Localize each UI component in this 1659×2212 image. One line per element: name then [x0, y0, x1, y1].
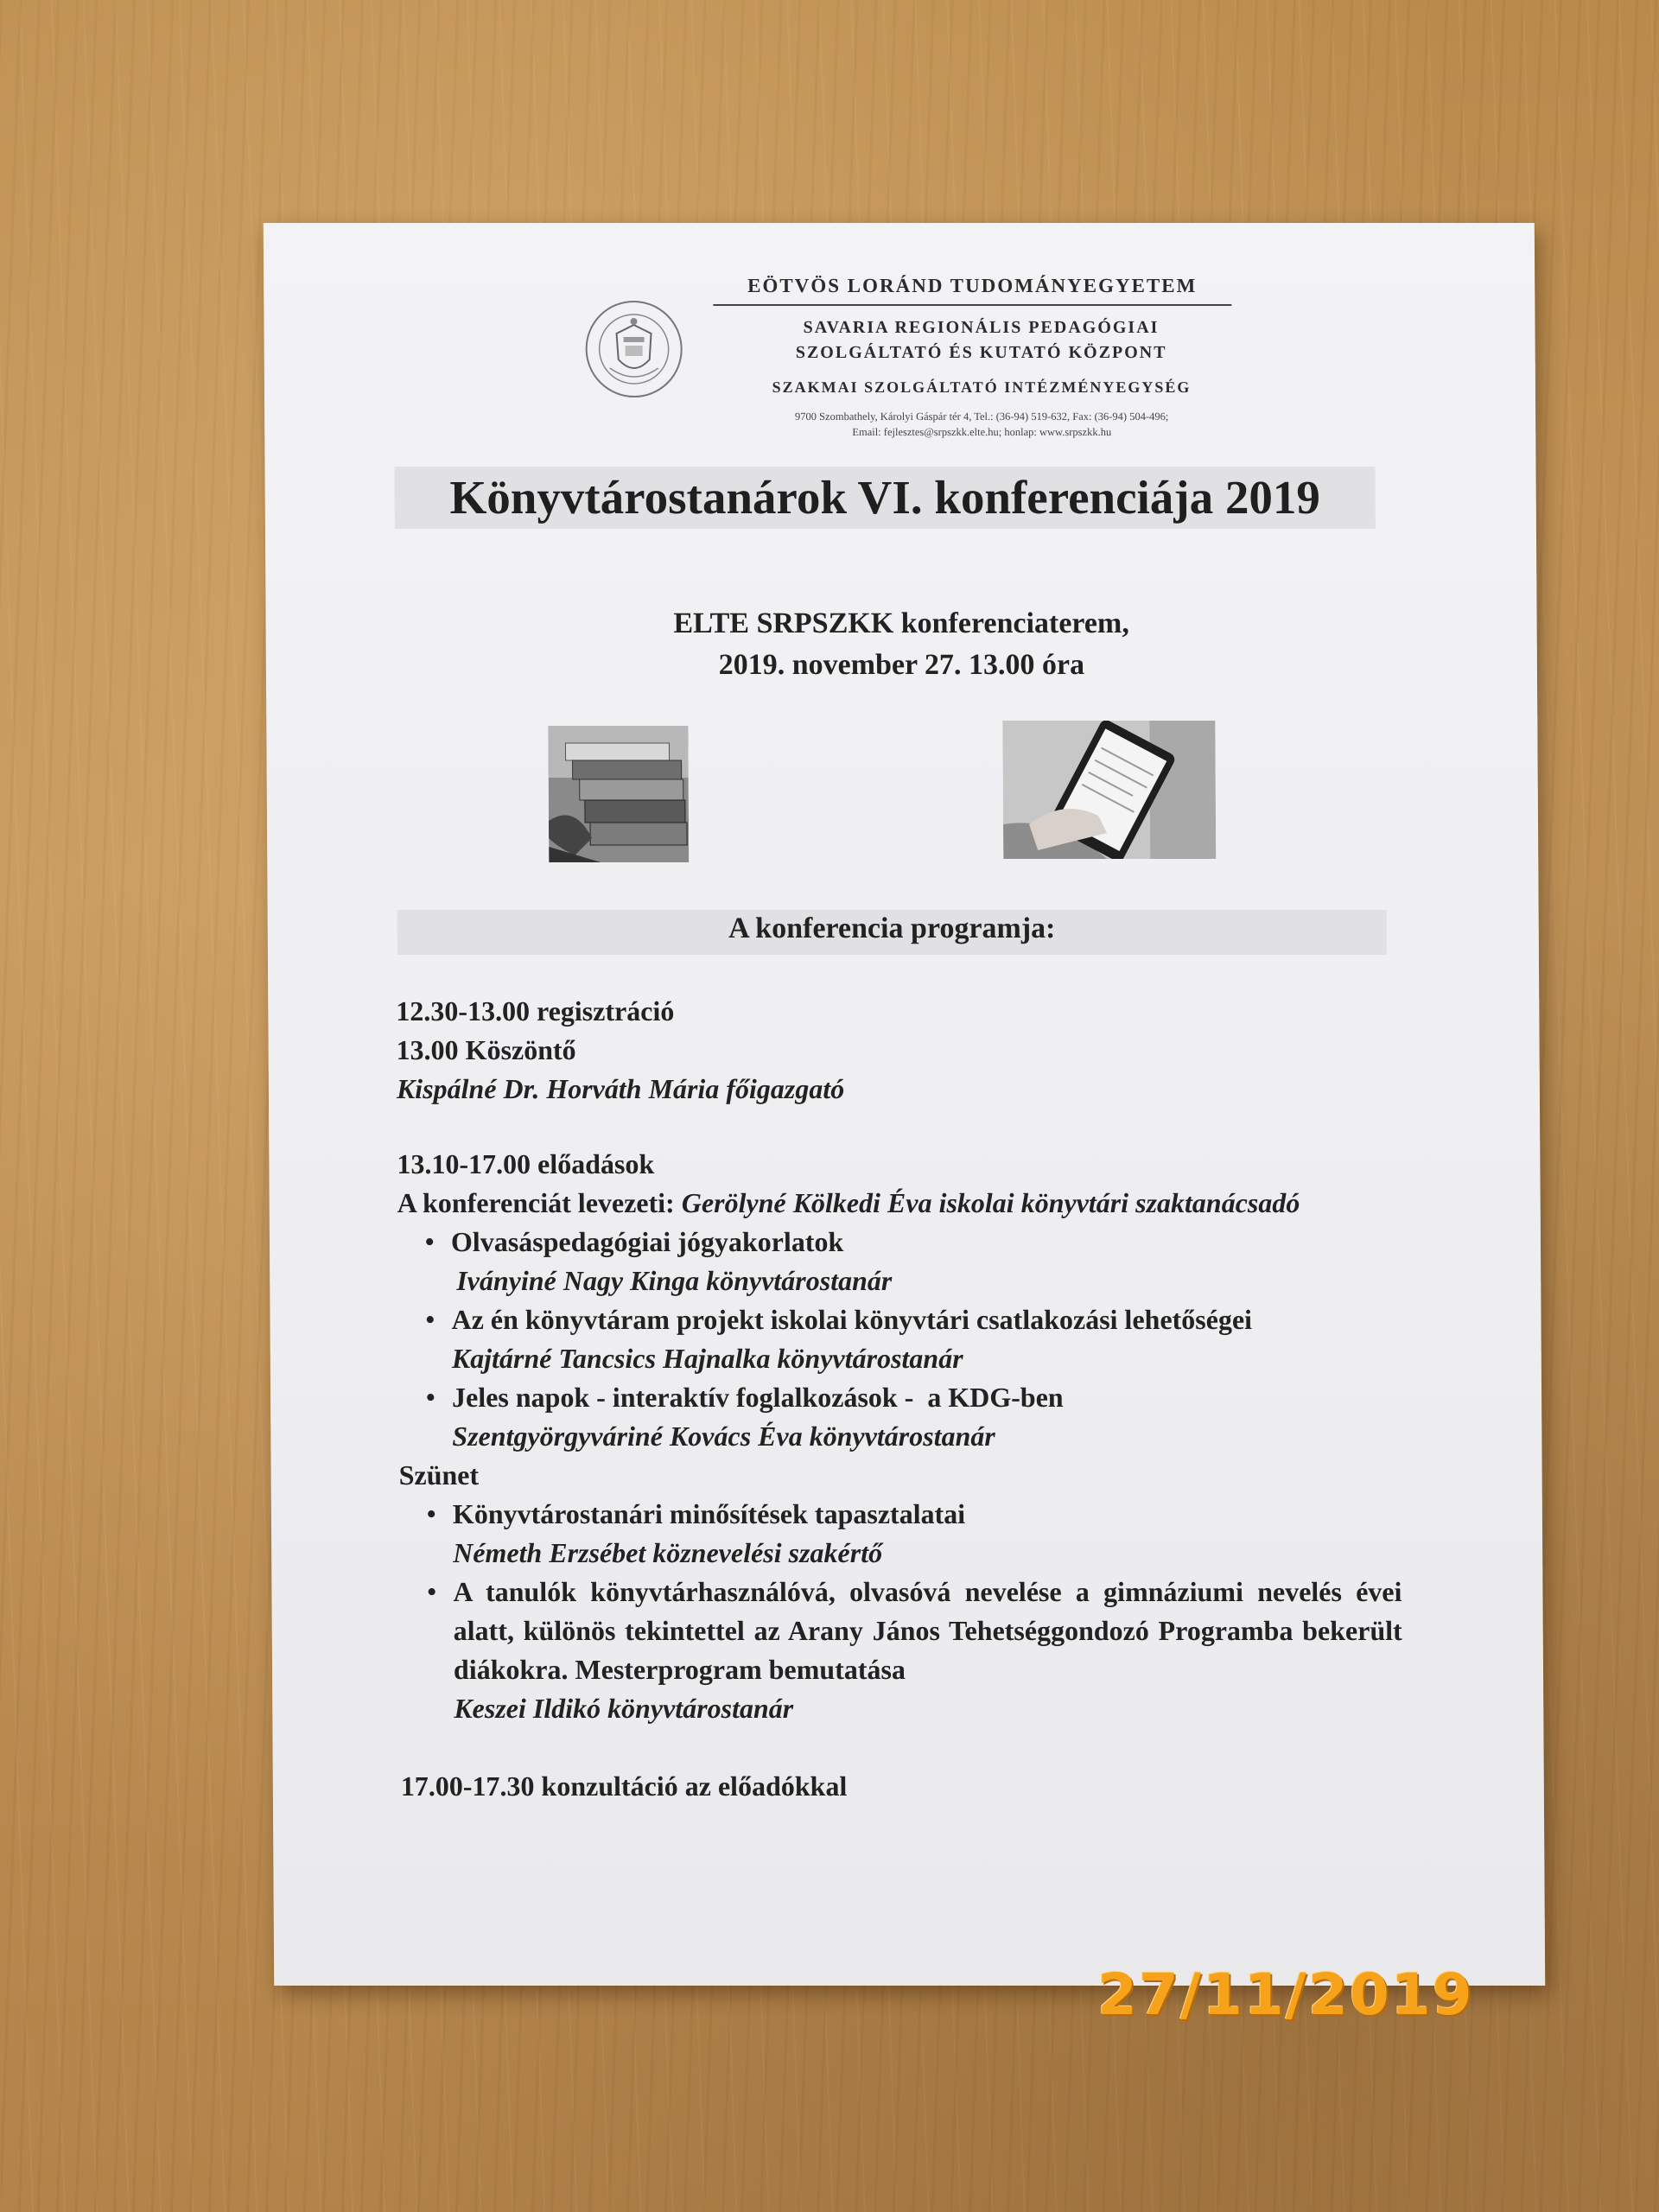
venue-line: ELTE SRPSZKK konferenciaterem,: [673, 607, 1129, 639]
moderator-prefix: A konferenciát levezeti:: [397, 1187, 675, 1218]
welcome-item: 13.00 Köszöntő: [396, 1034, 576, 1065]
tablet-photo: [1002, 721, 1216, 859]
talk-speaker: Németh Erzsébet köznevelési szakértő: [453, 1537, 883, 1568]
camera-date-stamp: 27/11/2019: [1097, 1961, 1474, 2028]
center-name-line1: SAVARIA REGIONÁLIS PEDAGÓGIAI: [803, 318, 1160, 337]
talk-title: Könyvtárostanári minősítések tapasztalatai: [452, 1498, 966, 1529]
list-item: [453, 1573, 1402, 1728]
welcome-speaker: Kispálné Dr. Horváth Mária főigazgató: [396, 1073, 845, 1104]
program-heading: A konferencia programja:: [728, 912, 1056, 944]
consultation-item: 17.00-17.30 konzultáció az előadókkal: [400, 1770, 848, 1802]
talk-title: Olvasáspedagógiai jógyakorlatok: [450, 1226, 844, 1257]
moderator-line: [397, 1184, 1400, 1223]
registration-item: 12.30-13.00 regisztráció: [396, 995, 675, 1027]
contact-line: Email: fejlesztes@srpszkk.elte.hu; honlap: www.srpszkk.hu: [852, 426, 1112, 438]
page-title: Könyvtárostanárok VI. konferenciája 2019: [449, 471, 1321, 524]
date-line: 2019. november 27. 13.00 óra: [718, 649, 1085, 681]
list-item: [453, 1495, 1402, 1573]
program-list: [396, 992, 1403, 1806]
address-line: 9700 Szombathely, Károlyi Gáspár tér 4, Tel.: (36-94) 519-632, Fax: (36-94) 504-496;: [794, 410, 1169, 423]
venue-block: [265, 603, 1537, 686]
flyer-sheet: [264, 223, 1545, 1986]
talk-list-before-break: [397, 1223, 1402, 1456]
list-item: [452, 1378, 1402, 1456]
list-item: [451, 1223, 1401, 1300]
talk-speaker: Keszei Ildikó könyvtárostanár: [454, 1693, 794, 1724]
talk-title: Jeles napok - interaktív foglalkozások - a KDG-ben: [451, 1382, 1064, 1413]
list-item: [451, 1300, 1401, 1378]
talk-speaker: Szentgyörgyváriné Kovács Éva könyvtárostanár: [452, 1421, 995, 1452]
university-seal-icon: [583, 299, 684, 399]
talk-title: Az én könyvtáram projekt iskolai könyvtári csatlakozási lehetőségei: [451, 1304, 1253, 1335]
break-item: Szünet: [398, 1459, 480, 1491]
talk-list-after-break: [399, 1495, 1403, 1728]
center-name-line2: SZOLGÁLTATÓ ÉS KUTATÓ KÖZPONT: [795, 343, 1167, 362]
moderator-name: Gerölyné Kölkedi Éva iskolai könyvtári szaktanácsadó: [681, 1187, 1300, 1218]
books-photo: [548, 726, 689, 862]
talk-speaker: Kajtárné Tancsics Hajnalka könyvtárostanár: [451, 1343, 963, 1374]
unit-name: SZAKMAI SZOLGÁLTATÓ INTÉZMÉNYEGYSÉG: [772, 378, 1192, 396]
talk-speaker: Iványiné Nagy Kinga könyvtárostanár: [456, 1265, 893, 1296]
university-name: EÖTVÖS LORÁND TUDOMÁNYEGYETEM: [713, 275, 1231, 306]
talk-title: A tanulók könyvtárhasználóvá, olvasóvá nevelése a gimnáziumi nevelés évei alatt, különös tekintettel az Arany János Tehetséggondozó Programba bekerült diákokra. Mesterprogram bemutatása: [453, 1576, 1402, 1685]
lectures-item: 13.10-17.00 előadások: [397, 1148, 655, 1179]
institution-header: [696, 275, 1267, 440]
